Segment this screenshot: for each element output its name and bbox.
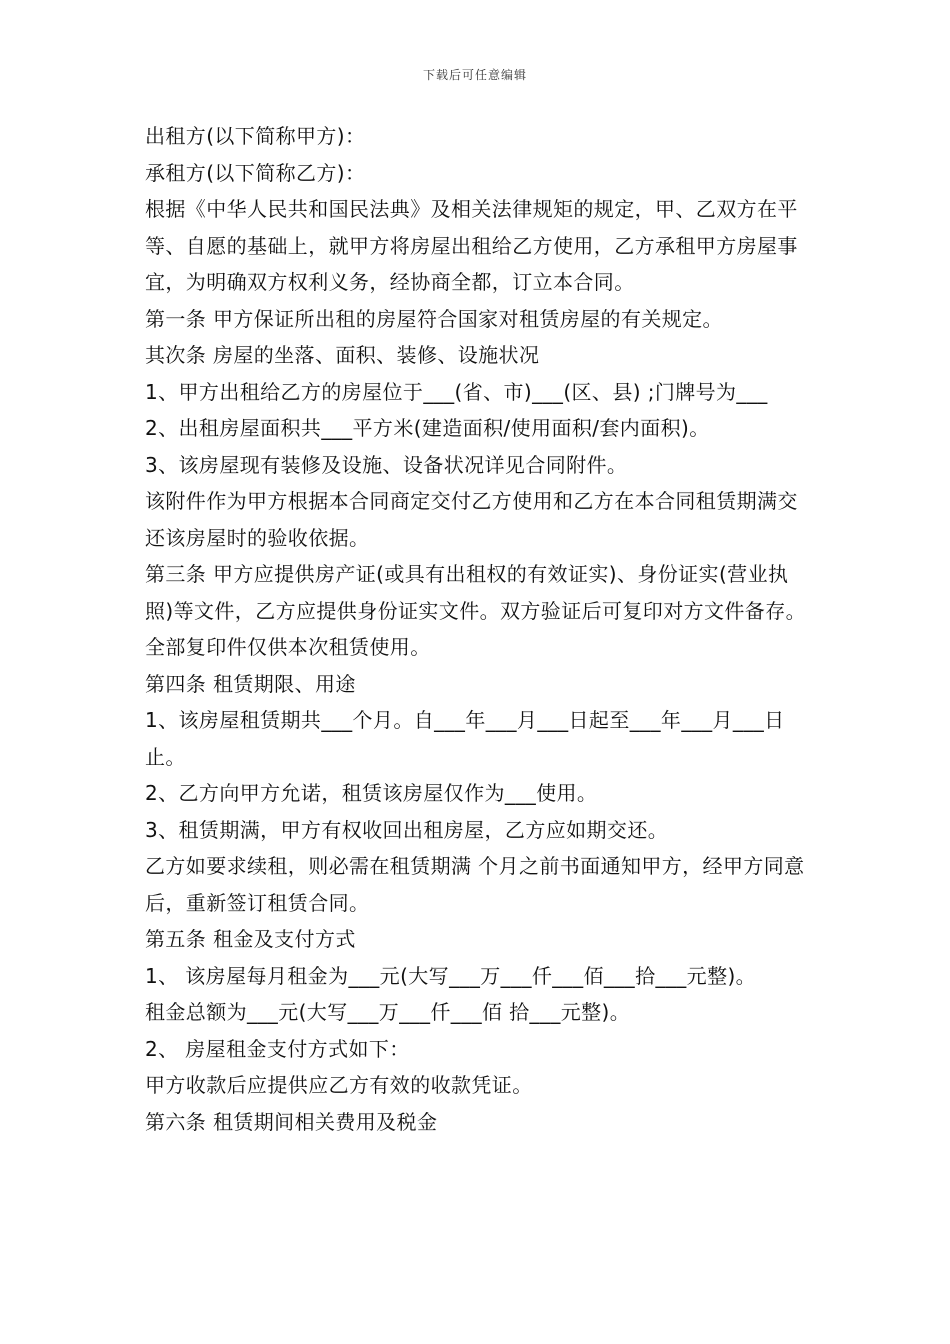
- paragraph: 1、甲方出租给乙方的房屋位于___(省、市)___(区、县) ;门牌号为___: [145, 379, 768, 404]
- paragraph: 出租方(以下简称甲方)：: [145, 124, 366, 148]
- paragraph: 其次条 房屋的坐落、面积、装修、设施状况: [145, 343, 540, 367]
- paragraph: 2、乙方向甲方允诺，租赁该房屋仅作为___使用。: [145, 781, 598, 805]
- paragraph: 乙方如要求续租，则必需在租赁期满 个月之前书面通知甲方，经甲方同意后，重新签订租赁合同。: [145, 854, 805, 915]
- paragraph: 该附件作为甲方根据本合同商定交付乙方使用和乙方在本合同租赁期满交还该房屋时的验收依据。: [145, 489, 798, 550]
- paragraph: 3、租赁期满，甲方有权收回出租房屋，乙方应如期交还。: [145, 817, 669, 842]
- paragraph: 甲方收款后应提供应乙方有效的收款凭证。: [145, 1073, 533, 1097]
- document-body: [145, 118, 811, 1140]
- paragraph: 1、该房屋租赁期共___个月。自___年___月___日起至___年___月___日止。: [145, 708, 785, 769]
- paragraph: 2、出租房屋面积共___平方米(建造面积/使用面积/套内面积)。: [145, 416, 710, 440]
- paragraph: 2、 房屋租金支付方式如下：: [145, 1036, 410, 1061]
- paragraph: 第四条 租赁期限、用途: [145, 671, 356, 696]
- paragraph: 第六条 租赁期间相关费用及税金: [145, 1109, 438, 1134]
- page-header: 下载后可任意编辑: [422, 68, 527, 82]
- paragraph: 第一条 甲方保证所出租的房屋符合国家对租赁房屋的有关规定。: [145, 306, 723, 331]
- paragraph: 1、 该房屋每月租金为___元(大写___万___仟___佰___拾___元整)。: [145, 963, 757, 988]
- paragraph: 根据《中华人民共和国民法典》及相关法律规矩的规定，甲、乙双方在平等、自愿的基础上，就甲方将房屋出租给乙方使用，乙方承租甲方房屋事宜，为明确双方权利义务，经协商全都，订立本合同。: [145, 197, 798, 294]
- paragraph: 租金总额为___元(大写___万___仟___佰 拾___元整)。: [145, 1000, 631, 1024]
- paragraph: 第三条 甲方应提供房产证(或具有出租权的有效证实)、身份证实(营业执照)等文件，乙方应提供身份证实文件。双方验证后可复印对方文件备存。全部复印件仅供本次租赁使用。: [145, 562, 807, 659]
- paragraph: 3、该房屋现有装修及设施、设备状况详见合同附件。: [145, 452, 628, 477]
- paragraph: 第五条 租金及支付方式: [145, 927, 356, 951]
- paragraph: 承租方(以下简称乙方)：: [145, 160, 366, 185]
